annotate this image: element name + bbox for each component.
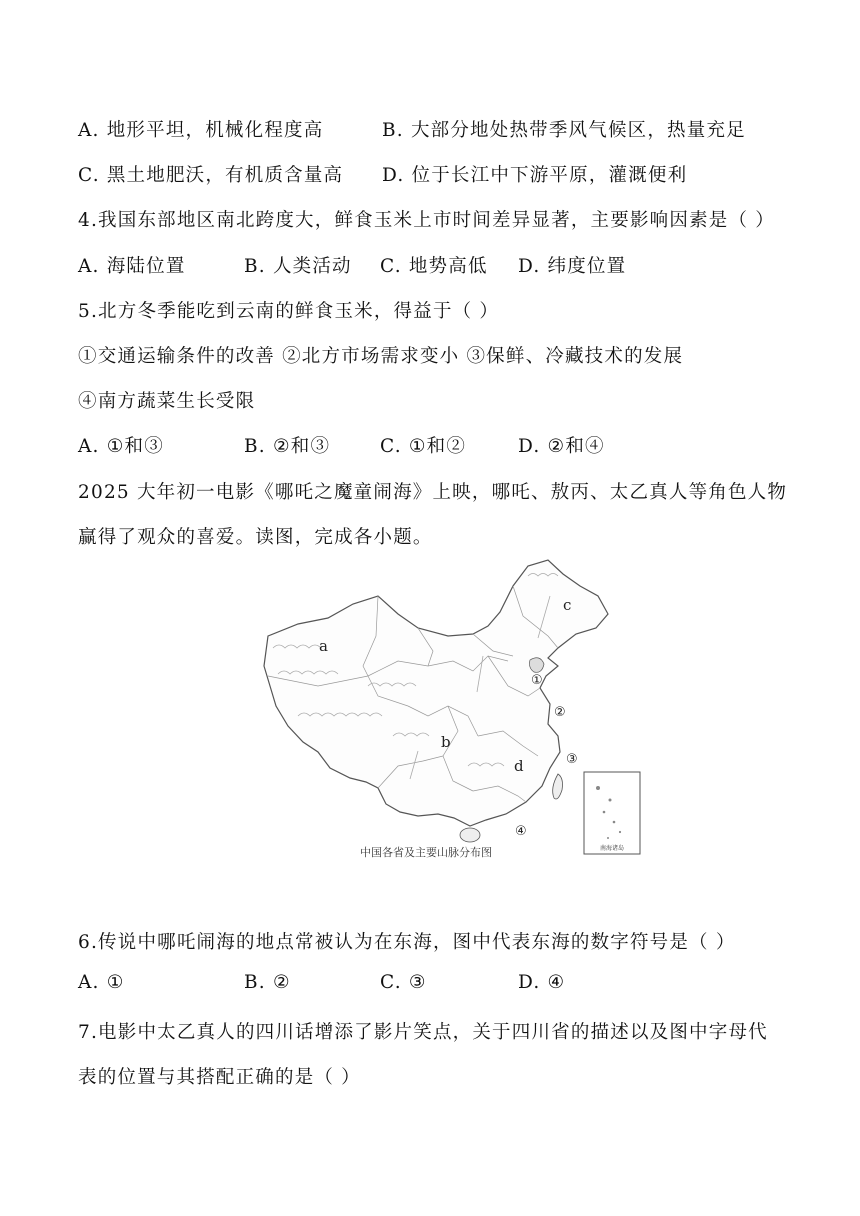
q5-statements-line1: ①交通运输条件的改善 ②北方市场需求变小 ③保鲜、冷藏技术的发展 [78,346,684,367]
q4-option-b: B. 人类活动 [244,256,352,277]
q4-option-c: C. 地势高低 [380,256,488,277]
q6-option-b: B. ② [244,972,291,993]
q3-option-b: B. 大部分地处热带季风气候区，热量充足 [382,120,746,141]
q3-option-a: A. 地形平坦，机械化程度高 [78,120,324,141]
map-letter-d: d [514,757,524,775]
q6-option-d: D. ④ [518,972,566,993]
q3-option-d: D. 位于长江中下游平原，灌溉便利 [382,165,688,186]
q6-option-a: A. ① [78,972,125,993]
q6-option-c: C. ③ [380,972,427,993]
taiwan-island [553,774,563,799]
q5-statements-line2: ④南方蔬菜生长受限 [78,391,256,412]
map-letter-b: b [441,733,451,751]
map-letter-c: c [563,596,572,614]
q5-option-c: C. ①和② [380,436,467,457]
q5-option-b: B. ②和③ [244,436,331,457]
q3-option-c: C. 黑土地肥沃，有机质含量高 [78,165,344,186]
map-caption: 中国各省及主要山脉分布图 [360,846,492,859]
intro-line2: 赢得了观众的喜爱。读图，完成各小题。 [78,527,433,548]
q4-option-d: D. 纬度位置 [518,256,627,277]
map-number-1: ① [531,673,543,688]
q4-option-a: A. 海陆位置 [78,256,186,277]
intro-line1: 2025 大年初一电影《哪吒之魔童闹海》上映，哪吒、敖丙、太乙真人等角色人物 [78,482,788,503]
map-number-2: ② [554,705,566,720]
q4-stem: 4.我国东部地区南北跨度大，鲜食玉米上市时间差异显著，主要影响因素是（ ） [78,210,775,231]
q7-stem-line1: 7.电影中太乙真人的四川话增添了影片笑点，关于四川省的描述以及图中字母代 [78,1022,768,1043]
q5-option-a: A. ①和③ [78,436,164,457]
q6-stem: 6.传说中哪吒闹海的地点常被认为在东海，图中代表东海的数字符号是（ ） [78,932,736,953]
q5-stem: 5.北方冬季能吃到云南的鲜食玉米，得益于（ ） [78,301,500,322]
inset-caption: 南海诸岛 [599,845,625,852]
map-letter-a: a [319,637,328,655]
china-province-mountain-map [258,556,643,866]
q5-option-d: D. ②和④ [518,436,605,457]
map-number-3: ③ [566,752,578,767]
map-number-4: ④ [515,824,527,839]
hainan-island [460,828,480,842]
bohai-region [530,658,545,673]
q7-stem-line2: 表的位置与其搭配正确的是（ ） [78,1067,361,1088]
south-china-sea-inset [584,772,640,854]
